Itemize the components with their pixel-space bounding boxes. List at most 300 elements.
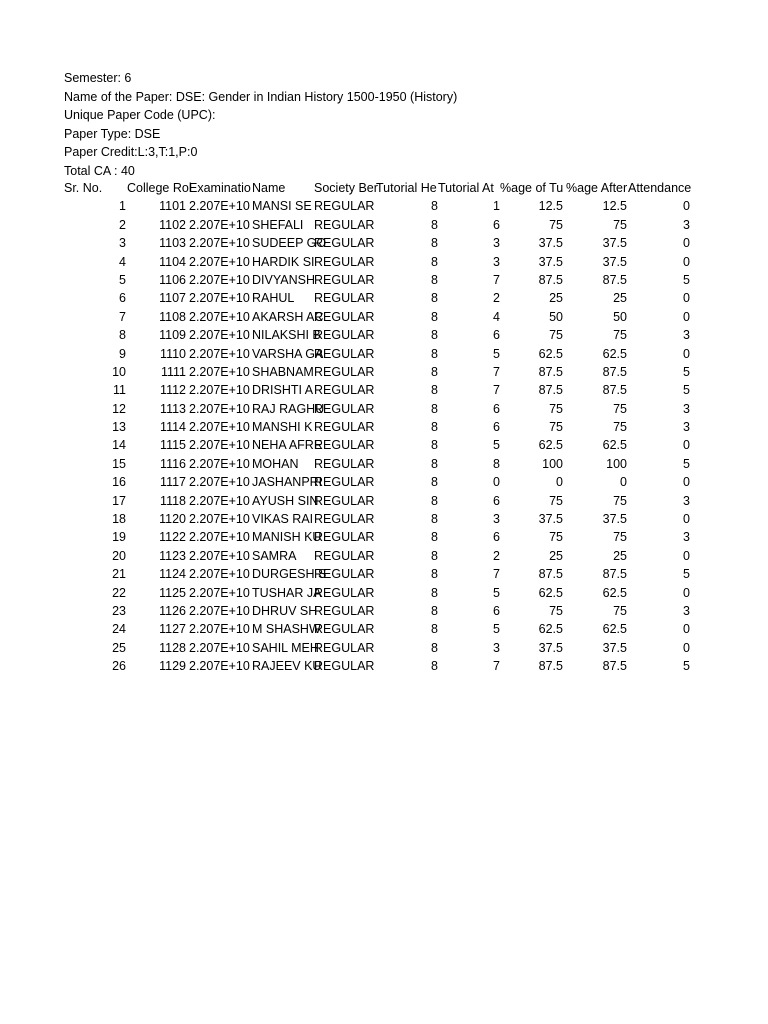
tutorial-held-cell: 8 (431, 364, 438, 379)
college-roll-cell: 1125 (159, 585, 186, 600)
exam-roll-cell: 2.207E+10 (189, 346, 250, 361)
sr-no-cell: 4 (119, 254, 126, 269)
tutorial-held-cell: 8 (431, 603, 438, 618)
tutorial-held-cell: 8 (431, 567, 438, 582)
sr-no-cell: 10 (112, 364, 126, 379)
attendance-cell: 0 (683, 199, 690, 214)
pct-after-cell: 0 (620, 475, 627, 490)
society-cell: REGULAR (314, 585, 375, 600)
college-roll-cell: 1103 (159, 236, 186, 251)
tutorial-held-cell: 8 (431, 401, 438, 416)
sr-no-cell: 9 (119, 346, 126, 361)
attendance-cell: 0 (683, 548, 690, 563)
pct-tutorial-cell: 87.5 (538, 567, 563, 582)
pct-tutorial-cell: 25 (549, 291, 563, 306)
society-cell: REGULAR (314, 456, 375, 471)
society-cell: REGULAR (314, 272, 375, 287)
society-cell: REGULAR (314, 383, 375, 398)
society-cell: REGULAR (314, 254, 375, 269)
pct-after-cell: 62.5 (602, 585, 627, 600)
name-cell: HARDIK SI (252, 254, 315, 269)
college-roll-cell: 1112 (160, 383, 186, 398)
exam-roll-cell: 2.207E+10 (189, 438, 250, 453)
exam-roll-cell: 2.207E+10 (189, 659, 250, 674)
college-roll-cell: 1126 (159, 603, 186, 618)
attendance-cell: 3 (683, 217, 690, 232)
tutorial-held-cell: 8 (431, 291, 438, 306)
name-cell: SHEFALI (252, 217, 304, 232)
pct-after-cell: 37.5 (602, 236, 627, 251)
tutorial-attended-cell: 3 (493, 640, 500, 655)
society-cell: REGULAR (314, 401, 375, 416)
exam-roll-cell: 2.207E+10 (189, 622, 250, 637)
name-cell: SUDEEP GO (252, 236, 327, 251)
sr-no-cell: 12 (112, 401, 126, 416)
college-roll-cell: 1106 (159, 272, 186, 287)
pct-tutorial-cell: 37.5 (538, 640, 563, 655)
sr-no-cell: 25 (112, 640, 126, 655)
pct-after-cell: 37.5 (602, 640, 627, 655)
society-cell: REGULAR (314, 346, 375, 361)
tutorial-attended-cell: 8 (493, 456, 500, 471)
pct-after-cell: 37.5 (602, 254, 627, 269)
tutorial-held-cell: 8 (431, 272, 438, 287)
sr-no-cell: 22 (112, 585, 126, 600)
tutorial-held-cell: 8 (431, 309, 438, 324)
name-cell: RAJEEV KU (252, 659, 322, 674)
name-cell: MANISH KU (252, 530, 322, 545)
tutorial-attended-cell: 6 (493, 603, 500, 618)
header-society: Society Ber (314, 181, 378, 195)
table-row (0, 584, 768, 602)
table-row (0, 253, 768, 271)
pct-tutorial-cell: 75 (549, 217, 563, 232)
society-cell: REGULAR (314, 475, 375, 490)
tutorial-attended-cell: 7 (493, 272, 500, 287)
pct-tutorial-cell: 62.5 (538, 585, 563, 600)
college-roll-cell: 1123 (159, 548, 186, 563)
pct-after-cell: 87.5 (602, 364, 627, 379)
college-roll-cell: 1122 (159, 530, 186, 545)
table-row (0, 289, 768, 307)
table-row (0, 565, 768, 583)
pct-tutorial-cell: 12.5 (538, 199, 563, 214)
exam-roll-cell: 2.207E+10 (189, 328, 250, 343)
exam-roll-cell: 2.207E+10 (189, 603, 250, 618)
exam-roll-cell: 2.207E+10 (189, 530, 250, 545)
exam-roll-cell: 2.207E+10 (189, 512, 250, 527)
tutorial-held-cell: 8 (431, 640, 438, 655)
college-roll-cell: 1108 (159, 309, 186, 324)
college-roll-cell: 1102 (159, 217, 186, 232)
attendance-cell: 3 (683, 530, 690, 545)
header-pct-after: %age After (566, 181, 628, 195)
pct-after-cell: 75 (613, 603, 627, 618)
society-cell: REGULAR (314, 328, 375, 343)
attendance-cell: 0 (683, 512, 690, 527)
name-cell: VARSHA GA (252, 346, 324, 361)
society-cell: REGULAR (314, 548, 375, 563)
sr-no-cell: 7 (119, 309, 126, 324)
semester-line: Semester: 6 (64, 71, 132, 85)
sr-no-cell: 13 (112, 420, 126, 435)
sr-no-cell: 8 (119, 328, 126, 343)
sr-no-cell: 6 (119, 291, 126, 306)
name-cell: TUSHAR JA (252, 585, 322, 600)
society-cell: REGULAR (314, 199, 375, 214)
table-row (0, 657, 768, 675)
exam-roll-cell: 2.207E+10 (189, 236, 250, 251)
society-cell: REGULAR (314, 217, 375, 232)
name-cell: MANSI SE (252, 199, 312, 214)
tutorial-attended-cell: 3 (493, 512, 500, 527)
pct-after-cell: 62.5 (602, 346, 627, 361)
table-row (0, 271, 768, 289)
table-row (0, 510, 768, 528)
pct-after-cell: 87.5 (602, 659, 627, 674)
name-cell: SAMRA (252, 548, 297, 563)
tutorial-held-cell: 8 (431, 328, 438, 343)
pct-tutorial-cell: 75 (549, 401, 563, 416)
attendance-cell: 3 (683, 493, 690, 508)
attendance-cell: 3 (683, 328, 690, 343)
tutorial-held-cell: 8 (431, 512, 438, 527)
college-roll-cell: 1120 (159, 512, 186, 527)
college-roll-cell: 1113 (160, 401, 186, 416)
pct-tutorial-cell: 75 (549, 328, 563, 343)
society-cell: REGULAR (314, 438, 375, 453)
pct-after-cell: 62.5 (602, 622, 627, 637)
tutorial-attended-cell: 3 (493, 236, 500, 251)
college-roll-cell: 1115 (160, 438, 186, 453)
header-name: Name (252, 181, 286, 195)
exam-roll-cell: 2.207E+10 (189, 383, 250, 398)
college-roll-cell: 1104 (159, 254, 186, 269)
tutorial-attended-cell: 6 (493, 493, 500, 508)
attendance-cell: 0 (683, 475, 690, 490)
name-cell: AKARSH AC (252, 309, 324, 324)
pct-tutorial-cell: 62.5 (538, 438, 563, 453)
society-cell: REGULAR (314, 659, 375, 674)
exam-roll-cell: 2.207E+10 (189, 548, 250, 563)
total-ca-line: Total CA : 40 (64, 163, 135, 178)
attendance-table (0, 179, 768, 676)
attendance-cell: 5 (683, 659, 690, 674)
college-roll-cell: 1107 (159, 291, 186, 306)
attendance-cell: 3 (683, 401, 690, 416)
tutorial-held-cell: 8 (431, 530, 438, 545)
sr-no-cell: 26 (112, 659, 126, 674)
society-cell: REGULAR (314, 236, 375, 251)
pct-tutorial-cell: 87.5 (538, 659, 563, 674)
pct-tutorial-cell: 75 (549, 493, 563, 508)
pct-after-cell: 25 (613, 548, 627, 563)
exam-roll-cell: 2.207E+10 (189, 401, 250, 416)
tutorial-attended-cell: 4 (493, 309, 500, 324)
tutorial-attended-cell: 5 (493, 585, 500, 600)
name-cell: JASHANPRI (252, 475, 323, 490)
sr-no-cell: 19 (112, 530, 126, 545)
pct-after-cell: 75 (613, 217, 627, 232)
table-row (0, 381, 768, 399)
exam-roll-cell: 2.207E+10 (189, 640, 250, 655)
sr-no-cell: 5 (119, 272, 126, 287)
table-row (0, 418, 768, 436)
name-cell: RAJ RAGHU (252, 401, 325, 416)
attendance-cell: 0 (683, 346, 690, 361)
sr-no-cell: 11 (113, 383, 126, 398)
table-row (0, 345, 768, 363)
college-roll-cell: 1129 (159, 659, 186, 674)
pct-after-cell: 75 (613, 328, 627, 343)
tutorial-held-cell: 8 (431, 438, 438, 453)
sr-no-cell: 2 (119, 217, 126, 232)
exam-roll-cell: 2.207E+10 (189, 254, 250, 269)
table-row (0, 492, 768, 510)
pct-tutorial-cell: 25 (549, 548, 563, 563)
header-sr-no: Sr. No. (64, 181, 103, 195)
tutorial-held-cell: 8 (431, 622, 438, 637)
exam-roll-cell: 2.207E+10 (189, 291, 250, 306)
sr-no-cell: 15 (112, 456, 126, 471)
table-row (0, 436, 768, 454)
attendance-cell: 0 (683, 309, 690, 324)
tutorial-attended-cell: 2 (493, 291, 500, 306)
college-roll-cell: 1127 (159, 622, 186, 637)
attendance-cell: 0 (683, 585, 690, 600)
exam-roll-cell: 2.207E+10 (189, 567, 250, 582)
exam-roll-cell: 2.207E+10 (189, 272, 250, 287)
exam-roll-cell: 2.207E+10 (189, 493, 250, 508)
society-cell: REGULAR (314, 364, 375, 379)
name-cell: RAHUL (252, 291, 295, 306)
attendance-cell: 0 (683, 254, 690, 269)
college-roll-cell: 1101 (159, 199, 186, 214)
tutorial-attended-cell: 7 (493, 364, 500, 379)
pct-after-cell: 50 (613, 309, 627, 324)
sr-no-cell: 3 (119, 236, 126, 251)
society-cell: REGULAR (314, 622, 375, 637)
tutorial-attended-cell: 7 (493, 659, 500, 674)
society-cell: REGULAR (314, 420, 375, 435)
table-row (0, 528, 768, 546)
tutorial-held-cell: 8 (431, 548, 438, 563)
tutorial-attended-cell: 7 (493, 567, 500, 582)
exam-roll-cell: 2.207E+10 (189, 199, 250, 214)
pct-tutorial-cell: 87.5 (538, 383, 563, 398)
pct-tutorial-cell: 100 (542, 456, 563, 471)
attendance-cell: 0 (683, 291, 690, 306)
pct-after-cell: 87.5 (602, 567, 627, 582)
table-row (0, 620, 768, 638)
tutorial-held-cell: 8 (431, 217, 438, 232)
pct-tutorial-cell: 37.5 (538, 236, 563, 251)
tutorial-attended-cell: 1 (493, 199, 500, 214)
tutorial-attended-cell: 6 (493, 401, 500, 416)
exam-roll-cell: 2.207E+10 (189, 309, 250, 324)
tutorial-attended-cell: 6 (493, 217, 500, 232)
header-tutorial-held: Tutorial He (376, 181, 437, 195)
tutorial-held-cell: 8 (431, 493, 438, 508)
attendance-cell: 3 (683, 603, 690, 618)
tutorial-held-cell: 8 (431, 346, 438, 361)
header-exam-roll: Examinatio (189, 181, 251, 195)
exam-roll-cell: 2.207E+10 (189, 585, 250, 600)
sr-no-cell: 24 (112, 622, 126, 637)
society-cell: REGULAR (314, 567, 375, 582)
college-roll-cell: 1111 (160, 364, 186, 379)
college-roll-cell: 1116 (160, 456, 186, 471)
college-roll-cell: 1117 (160, 475, 186, 490)
table-row (0, 547, 768, 565)
pct-after-cell: 62.5 (602, 438, 627, 453)
paper-name-line: Name of the Paper: DSE: Gender in Indian History 1500-1950 (History) (64, 89, 458, 104)
tutorial-attended-cell: 6 (493, 530, 500, 545)
table-row (0, 455, 768, 473)
attendance-cell: 0 (683, 236, 690, 251)
name-cell: NEHA AFRE (252, 438, 323, 453)
name-cell: SAHIL MEH (252, 640, 319, 655)
table-row (0, 639, 768, 657)
tutorial-attended-cell: 6 (493, 420, 500, 435)
name-cell: DHRUV SH (252, 603, 318, 618)
society-cell: REGULAR (314, 512, 375, 527)
table-row (0, 473, 768, 491)
pct-after-cell: 87.5 (602, 272, 627, 287)
tutorial-held-cell: 8 (431, 199, 438, 214)
tutorial-attended-cell: 5 (493, 622, 500, 637)
sr-no-cell: 21 (112, 567, 126, 582)
attendance-cell: 5 (683, 456, 690, 471)
society-cell: REGULAR (314, 640, 375, 655)
attendance-cell: 0 (683, 438, 690, 453)
pct-tutorial-cell: 37.5 (538, 254, 563, 269)
society-cell: REGULAR (314, 603, 375, 618)
pct-tutorial-cell: 62.5 (538, 622, 563, 637)
paper-credit-line: Paper Credit:L:3,T:1,P:0 (64, 145, 198, 159)
pct-tutorial-cell: 75 (549, 530, 563, 545)
name-cell: VIKAS RAI (252, 512, 314, 527)
table-row (0, 363, 768, 381)
sr-no-cell: 18 (112, 512, 126, 527)
attendance-cell: 0 (683, 622, 690, 637)
exam-roll-cell: 2.207E+10 (189, 475, 250, 490)
table-row (0, 234, 768, 252)
society-cell: REGULAR (314, 309, 375, 324)
table-row (0, 602, 768, 620)
exam-roll-cell: 2.207E+10 (189, 456, 250, 471)
tutorial-held-cell: 8 (431, 659, 438, 674)
college-roll-cell: 1124 (159, 567, 186, 582)
table-row (0, 308, 768, 326)
pct-tutorial-cell: 0 (556, 475, 563, 490)
table-row (0, 400, 768, 418)
tutorial-held-cell: 8 (431, 254, 438, 269)
tutorial-attended-cell: 2 (493, 548, 500, 563)
tutorial-attended-cell: 5 (493, 438, 500, 453)
name-cell: SHABNAM (252, 364, 314, 379)
header-pct-tutorial: %age of Tu (500, 181, 564, 195)
pct-after-cell: 75 (613, 401, 627, 416)
college-roll-cell: 1109 (159, 328, 186, 343)
pct-tutorial-cell: 50 (549, 309, 563, 324)
sr-no-cell: 14 (112, 438, 126, 453)
sr-no-cell: 17 (112, 493, 126, 508)
name-cell: DRISHTI A (252, 383, 314, 398)
name-cell: MANSHI K (252, 420, 313, 435)
tutorial-held-cell: 8 (431, 475, 438, 490)
tutorial-attended-cell: 0 (493, 475, 500, 490)
paper-type-line: Paper Type: DSE (64, 126, 161, 141)
college-roll-cell: 1128 (159, 640, 186, 655)
exam-roll-cell: 2.207E+10 (189, 364, 250, 379)
upc-line: Unique Paper Code (UPC): (64, 108, 216, 122)
pct-after-cell: 25 (613, 291, 627, 306)
name-cell: DIVYANSH (252, 272, 315, 287)
college-roll-cell: 1114 (160, 420, 186, 435)
header-college-roll: College Rol (127, 181, 192, 195)
attendance-cell: 3 (683, 420, 690, 435)
tutorial-attended-cell: 3 (493, 254, 500, 269)
pct-after-cell: 100 (606, 456, 627, 471)
sr-no-cell: 20 (112, 548, 126, 563)
table-row (0, 326, 768, 344)
tutorial-held-cell: 8 (431, 236, 438, 251)
pct-after-cell: 87.5 (602, 383, 627, 398)
name-cell: AYUSH SIN (252, 493, 319, 508)
pct-tutorial-cell: 37.5 (538, 512, 563, 527)
pct-tutorial-cell: 87.5 (538, 272, 563, 287)
tutorial-attended-cell: 5 (493, 346, 500, 361)
name-cell: DURGESH S (252, 567, 327, 582)
table-row (0, 197, 768, 215)
exam-roll-cell: 2.207E+10 (189, 217, 250, 232)
table-row (0, 216, 768, 234)
society-cell: REGULAR (314, 530, 375, 545)
name-cell: M SHASHW (252, 622, 321, 637)
pct-tutorial-cell: 75 (549, 603, 563, 618)
tutorial-held-cell: 8 (431, 456, 438, 471)
attendance-cell: 5 (683, 567, 690, 582)
sr-no-cell: 16 (112, 475, 126, 490)
tutorial-held-cell: 8 (431, 585, 438, 600)
header-attendance: Attendance (628, 181, 692, 195)
pct-after-cell: 75 (613, 493, 627, 508)
pct-tutorial-cell: 75 (549, 420, 563, 435)
pct-tutorial-cell: 87.5 (538, 364, 563, 379)
attendance-cell: 5 (683, 383, 690, 398)
sr-no-cell: 23 (112, 603, 126, 618)
society-cell: REGULAR (314, 291, 375, 306)
name-cell: NILAKSHI B (252, 328, 321, 343)
college-roll-cell: 1118 (160, 493, 186, 508)
tutorial-attended-cell: 6 (493, 328, 500, 343)
tutorial-held-cell: 8 (431, 383, 438, 398)
attendance-cell: 5 (683, 272, 690, 287)
society-cell: REGULAR (314, 493, 375, 508)
exam-roll-cell: 2.207E+10 (189, 420, 250, 435)
sr-no-cell: 1 (119, 199, 126, 214)
tutorial-attended-cell: 7 (493, 383, 500, 398)
attendance-cell: 0 (683, 640, 690, 655)
pct-after-cell: 75 (613, 420, 627, 435)
table-header-row (0, 179, 768, 197)
pct-after-cell: 75 (613, 530, 627, 545)
pct-after-cell: 12.5 (602, 199, 627, 214)
college-roll-cell: 1110 (160, 346, 186, 361)
pct-after-cell: 37.5 (602, 512, 627, 527)
name-cell: MOHAN (252, 456, 299, 471)
